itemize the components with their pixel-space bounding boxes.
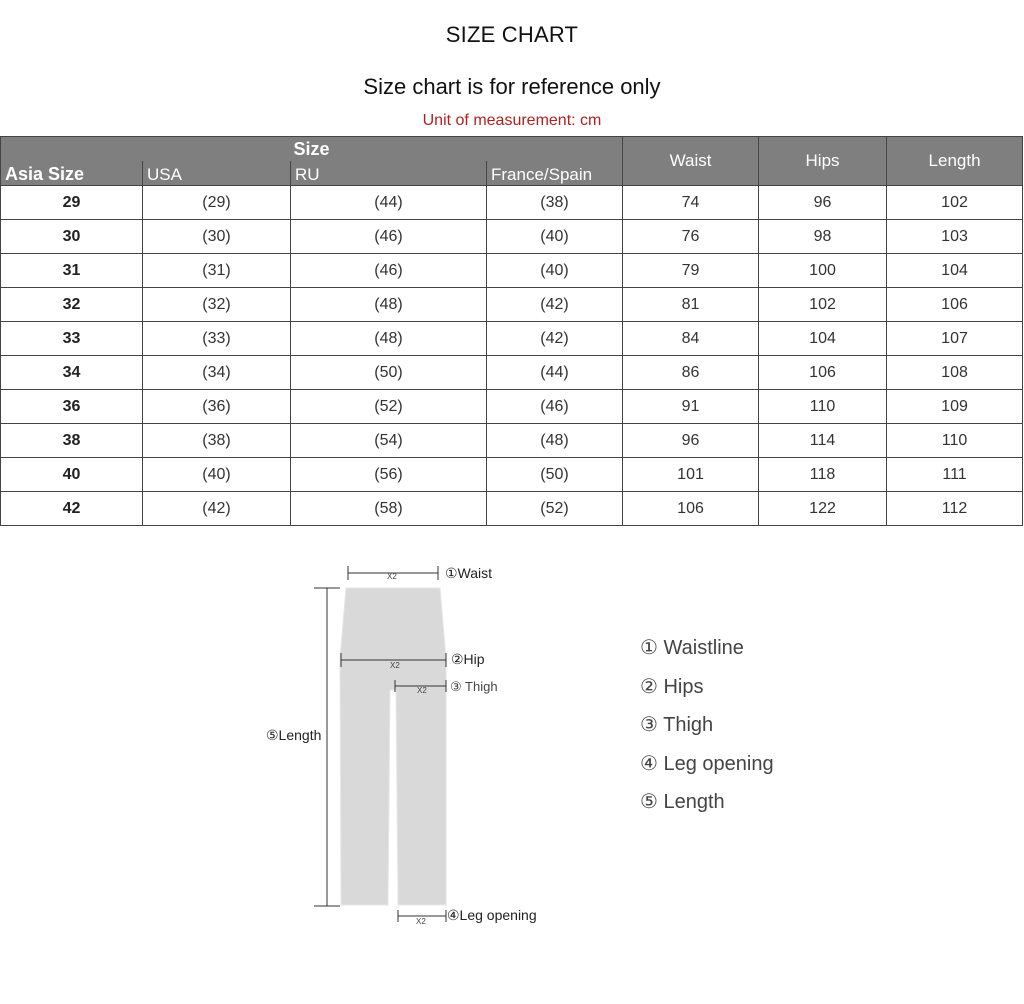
ru-cell: (50)	[291, 356, 487, 390]
length-cell: 107	[887, 322, 1023, 356]
asia-size-cell: 32	[1, 288, 143, 322]
ru-cell: (58)	[291, 492, 487, 526]
usa-cell: (40)	[143, 458, 291, 492]
unit-note: Unit of measurement: cm	[422, 112, 602, 129]
length-cell: 103	[887, 220, 1023, 254]
waist-cell: 79	[623, 254, 759, 288]
length-cell: 102	[887, 186, 1023, 220]
usa-cell: (32)	[143, 288, 291, 322]
hips-cell: 96	[759, 186, 887, 220]
france-spain-cell: (38)	[487, 186, 623, 220]
table-row	[1, 424, 1023, 458]
hips-cell: 104	[759, 322, 887, 356]
ru-cell: (52)	[291, 390, 487, 424]
waist-cell: 101	[623, 458, 759, 492]
asia-size-cell: 42	[1, 492, 143, 526]
leg-x2-label: X2	[416, 917, 426, 926]
table-row	[1, 322, 1023, 356]
waist-cell: 86	[623, 356, 759, 390]
waist-cell: 81	[623, 288, 759, 322]
usa-cell: (38)	[143, 424, 291, 458]
usa-cell: (36)	[143, 390, 291, 424]
france-spain-cell: (40)	[487, 254, 623, 288]
usa-cell: (33)	[143, 322, 291, 356]
ru-cell: (48)	[291, 288, 487, 322]
asia-size-cell: 31	[1, 254, 143, 288]
length-cell: 111	[887, 458, 1023, 492]
waist-cell: 96	[623, 424, 759, 458]
length-header: Length	[887, 137, 1023, 186]
length-cell: 104	[887, 254, 1023, 288]
hips-cell: 102	[759, 288, 887, 322]
length-diagram-label: ⑤Length	[266, 727, 322, 743]
france-spain-cell: (52)	[487, 492, 623, 526]
usa-cell: (42)	[143, 492, 291, 526]
france-spain-cell: (48)	[487, 424, 623, 458]
table-row	[1, 492, 1023, 526]
legend-item-leg-opening: ④ Leg opening	[640, 752, 774, 775]
usa-cell: (30)	[143, 220, 291, 254]
ru-cell: (46)	[291, 254, 487, 288]
table-row	[1, 254, 1023, 288]
france-spain-cell: (50)	[487, 458, 623, 492]
legend-item-length: ⑤ Length	[640, 791, 725, 814]
ru-cell: (54)	[291, 424, 487, 458]
asia-size-cell: 38	[1, 424, 143, 458]
asia-size-cell: 33	[1, 322, 143, 356]
waist-cell: 106	[623, 492, 759, 526]
legend-item-hips: ② Hips	[640, 675, 704, 698]
hips-cell: 122	[759, 492, 887, 526]
pants-silhouette	[340, 588, 446, 905]
length-measure-line	[314, 588, 340, 906]
waist-header: Waist	[623, 137, 759, 186]
france-spain-cell: (40)	[487, 220, 623, 254]
table-row	[1, 220, 1023, 254]
legend-item-thigh: ③ Thigh	[640, 714, 714, 737]
waist-cell: 84	[623, 322, 759, 356]
pants-diagram	[0, 540, 600, 990]
measurement-legend	[640, 632, 774, 825]
france-spain-cell: (42)	[487, 288, 623, 322]
chart-subtitle: Size chart is for reference only	[363, 74, 661, 99]
legend-item-waistline: ① Waistline	[640, 637, 744, 659]
size-table	[0, 136, 1023, 526]
leg-opening-diagram-label: ④Leg opening	[447, 907, 537, 923]
asia-size-cell: 36	[1, 390, 143, 424]
thigh-diagram-label: ③ Thigh	[450, 679, 498, 694]
length-cell: 110	[887, 424, 1023, 458]
usa-cell: (29)	[143, 186, 291, 220]
waist-x2-label: X2	[387, 572, 397, 581]
length-cell: 108	[887, 356, 1023, 390]
table-row	[1, 288, 1023, 322]
france-spain-header: France/Spain	[487, 161, 623, 186]
usa-cell: (34)	[143, 356, 291, 390]
table-row	[1, 186, 1023, 220]
length-cell: 106	[887, 288, 1023, 322]
hips-cell: 98	[759, 220, 887, 254]
ru-cell: (44)	[291, 186, 487, 220]
hips-cell: 118	[759, 458, 887, 492]
ru-cell: (56)	[291, 458, 487, 492]
france-spain-cell: (42)	[487, 322, 623, 356]
france-spain-cell: (44)	[487, 356, 623, 390]
ru-header: RU	[291, 161, 487, 186]
usa-header: USA	[143, 161, 291, 186]
asia-size-header: Asia Size	[1, 161, 143, 186]
thigh-x2-label: X2	[417, 686, 427, 695]
hips-cell: 110	[759, 390, 887, 424]
chart-title: SIZE CHART	[445, 22, 579, 47]
waist-cell: 91	[623, 390, 759, 424]
length-cell: 112	[887, 492, 1023, 526]
ru-cell: (48)	[291, 322, 487, 356]
asia-size-cell: 40	[1, 458, 143, 492]
asia-size-cell: 30	[1, 220, 143, 254]
hips-cell: 114	[759, 424, 887, 458]
hip-diagram-label: ②Hip	[451, 651, 485, 667]
table-body	[1, 186, 1023, 526]
asia-size-cell: 29	[1, 186, 143, 220]
length-cell: 109	[887, 390, 1023, 424]
usa-cell: (31)	[143, 254, 291, 288]
hips-cell: 100	[759, 254, 887, 288]
hips-cell: 106	[759, 356, 887, 390]
waist-cell: 76	[623, 220, 759, 254]
table-row	[1, 356, 1023, 390]
size-group-header: Size	[1, 137, 623, 162]
waist-cell: 74	[623, 186, 759, 220]
table-row	[1, 458, 1023, 492]
france-spain-cell: (46)	[487, 390, 623, 424]
hips-header: Hips	[759, 137, 887, 186]
asia-size-cell: 34	[1, 356, 143, 390]
hip-x2-label: X2	[390, 661, 400, 670]
waist-diagram-label: ①Waist	[445, 565, 493, 581]
table-row	[1, 390, 1023, 424]
ru-cell: (46)	[291, 220, 487, 254]
